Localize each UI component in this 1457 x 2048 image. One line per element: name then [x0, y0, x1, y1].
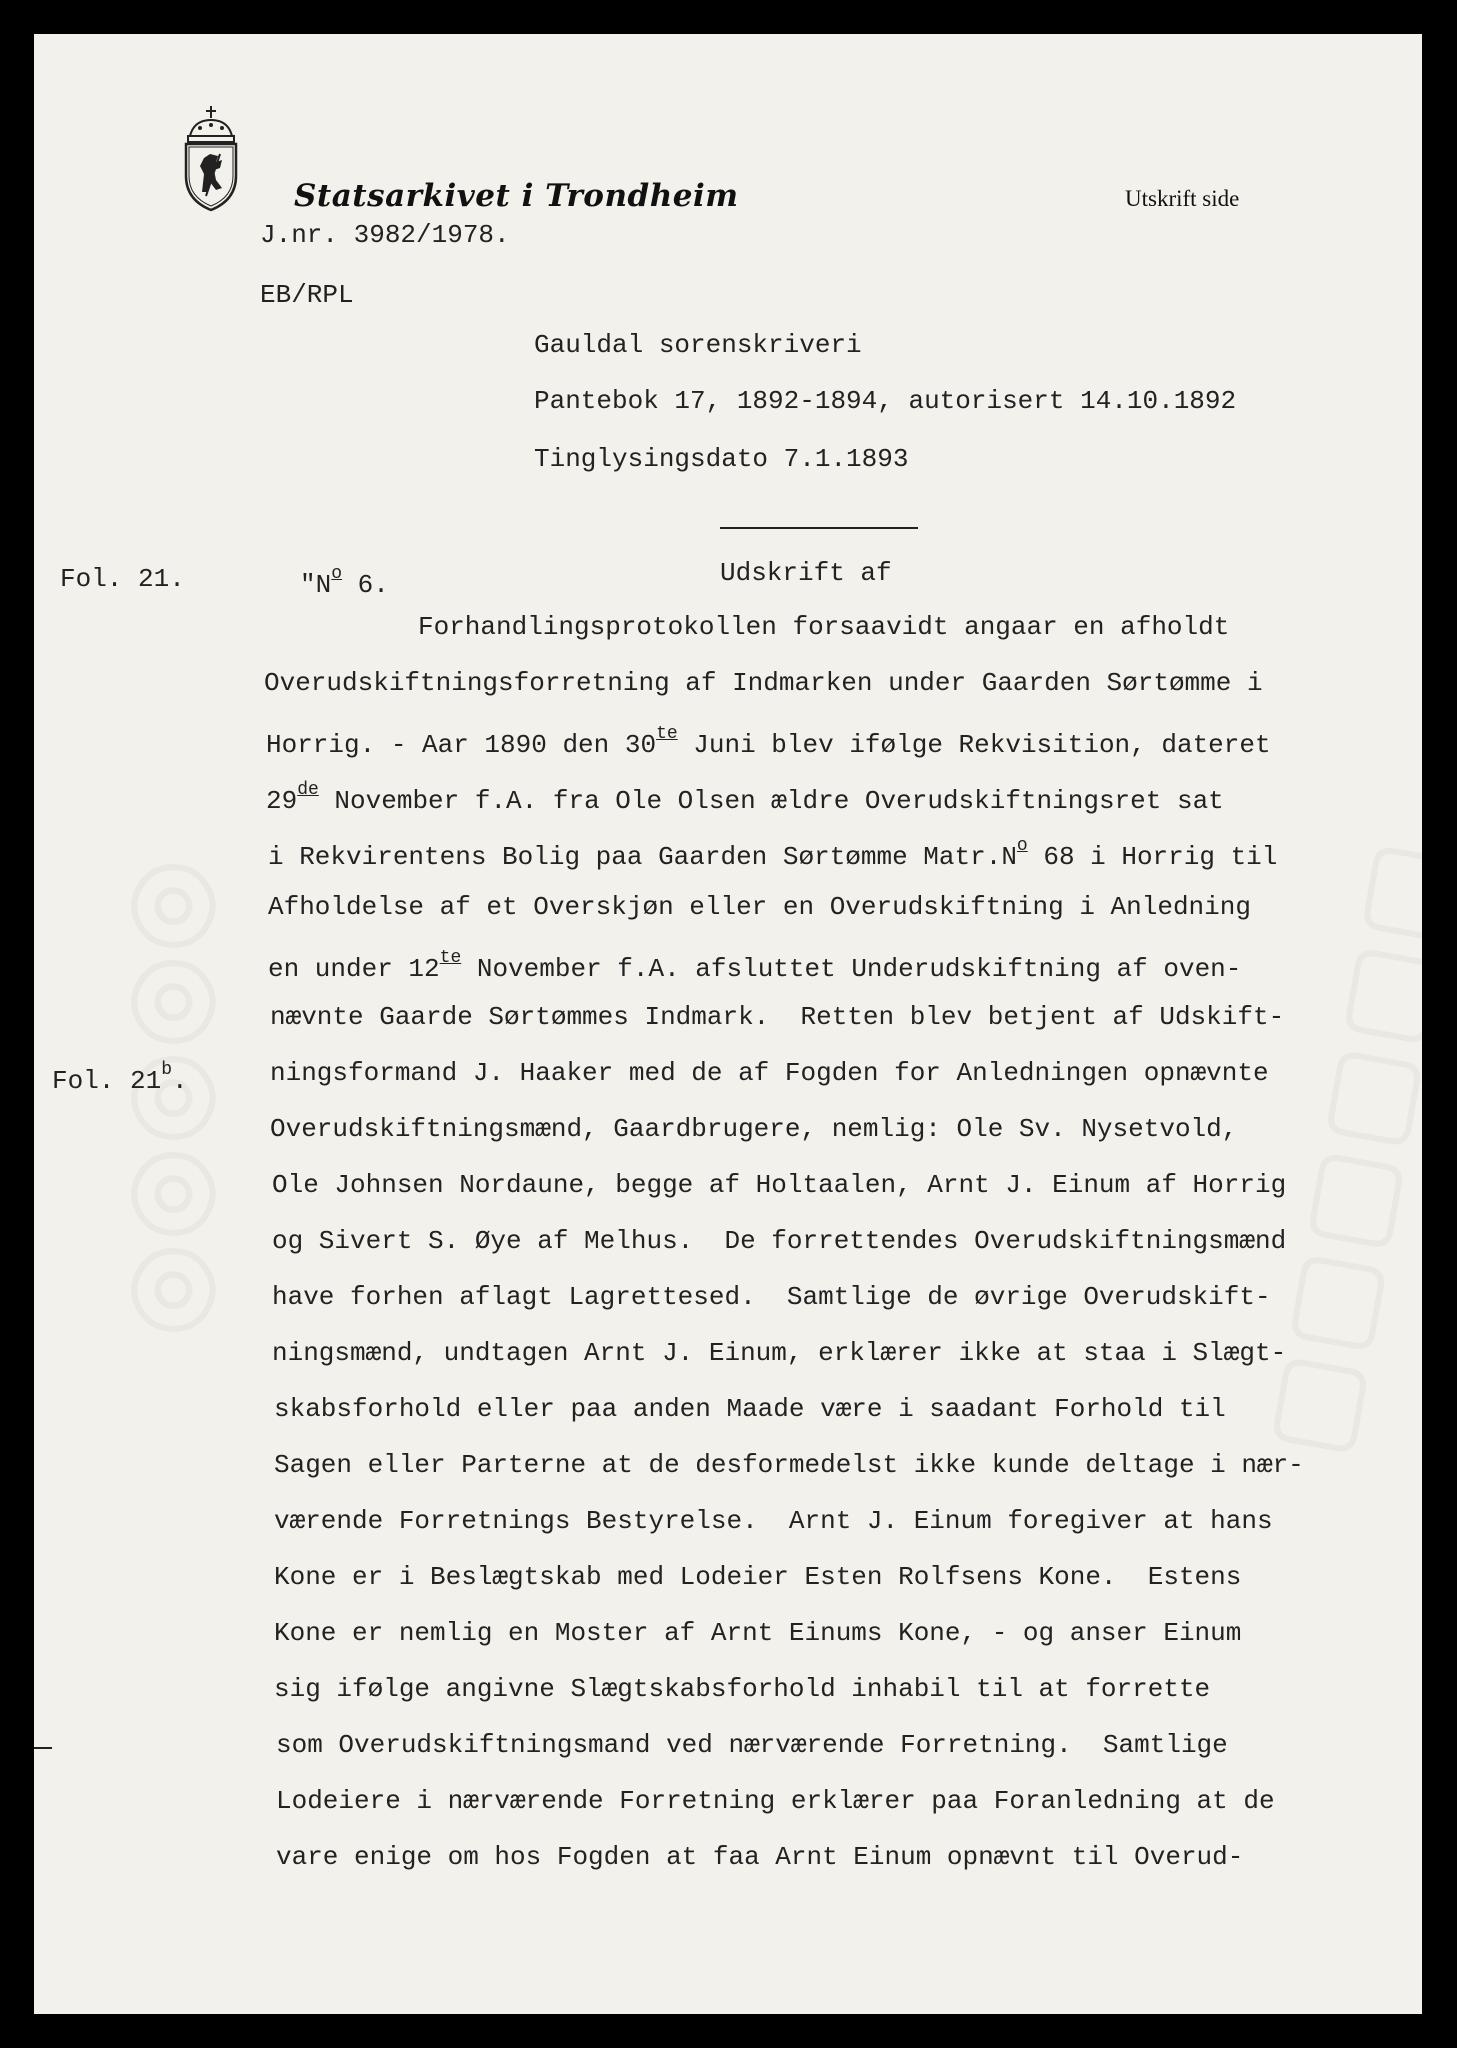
- text-line: have forhen aflagt Lagrettesed. Samtlige de øvrige Overudskift-: [272, 1282, 1271, 1312]
- text-line: sig ifølge angivne Slægtskabsforhold inhabil til at forrette: [274, 1674, 1211, 1704]
- text-line: og Sivert S. Øye af Melhus. De forrettendes Overudskiftningsmænd: [272, 1226, 1287, 1256]
- entry-title: Udskrift af: [720, 558, 892, 588]
- text-line: værende Forretnings Bestyrelse. Arnt J. Einum foregiver at hans: [274, 1506, 1273, 1536]
- archive-name: Statsarkivet i Trondheim: [294, 178, 739, 214]
- text-line: som Overudskiftningsmand ved nærværende Forretning. Samtlige: [276, 1730, 1228, 1760]
- folio-note: Fol. 21$^b$.: [52, 1060, 188, 1096]
- text-line: vare enige om hos Fogden at faa Arnt Einum opnævnt til Overud-: [276, 1842, 1244, 1872]
- coat-of-arms-icon: [180, 104, 242, 214]
- source-registration-date: Tinglysingsdato 7.1.1893: [534, 444, 909, 474]
- text-line: Forhandlingsprotokollen forsaavidt angaar en afholdt: [418, 612, 1230, 642]
- watermark-right: [1239, 830, 1422, 1466]
- text-line: ningsmænd, undtagen Arnt J. Einum, erklærer ikke at staa i Slægt-: [272, 1338, 1287, 1368]
- text-line: Lodeiere i nærværende Forretning erklærer paa Foranledning at de: [276, 1786, 1275, 1816]
- source-register: Pantebok 17, 1892-1894, autorisert 14.10.1892: [534, 386, 1237, 416]
- text-line: Horrig. - Aar 1890 den $30^{te}$ Juni blev ifølge Rekvisition, dateret: [266, 724, 1271, 760]
- document-page: [34, 34, 1422, 2014]
- page-label: Utskrift side: [1125, 186, 1240, 211]
- text-line: i Rekvirentens Bolig paa Gaarden Sørtømme $Matr.N^o$ 68 i Horrig til: [268, 836, 1278, 872]
- folio-note: Fol. 21.: [60, 564, 185, 594]
- watermark-left: [100, 858, 228, 1338]
- text-line: nævnte Gaarde Sørtømmes Indmark. Retten blev betjent af Udskift-: [270, 1002, 1285, 1032]
- text-line: skabsforhold eller paa anden Maade være i saadant Forhold til: [274, 1394, 1226, 1424]
- text-line: Overudskiftningsmænd, Gaardbrugere, nemlig: Ole Sv. Nysetvold,: [270, 1114, 1238, 1144]
- text-line: Afholdelse af et Overskjøn eller en Overudskiftning i Anledning: [268, 892, 1251, 922]
- source-office: Gauldal sorenskriveri: [534, 330, 862, 360]
- margin-mark: [34, 1747, 52, 1749]
- text-line: Ole Johnsen Nordaune, begge af Holtaalen, Arnt J. Einum af Horrig: [272, 1170, 1287, 1200]
- text-line: 29de November f.A. fra Ole Olsen ældre Overudskiftningsret sat: [266, 780, 1224, 816]
- text-line: Sagen eller Parterne at de desformedelst ikke kunde deltage i nær-: [274, 1450, 1304, 1480]
- text-line: Overudskiftningsforretning af Indmarken under Gaarden Sørtømme i: [264, 668, 1263, 698]
- text-line: Kone er i Beslægtskab med Lodeier Esten Rolfsens Kone. Estens: [274, 1562, 1242, 1592]
- entry-number: "$N^o$ 6.: [300, 564, 389, 600]
- initials: EB/RPL: [260, 280, 354, 310]
- text-line: Kone er nemlig en Moster af Arnt Einums Kone, - og anser Einum: [274, 1618, 1242, 1648]
- journal-number: J.nr. 3982/1978.: [260, 220, 510, 250]
- text-line: en under $12^{te}$ November f.A. afsluttet Underudskiftning af oven-: [268, 948, 1242, 984]
- text-line: ningsformand J. Haaker med de af Fogden for Anledningen opnævnte: [270, 1058, 1269, 1088]
- divider-line: [720, 527, 918, 529]
